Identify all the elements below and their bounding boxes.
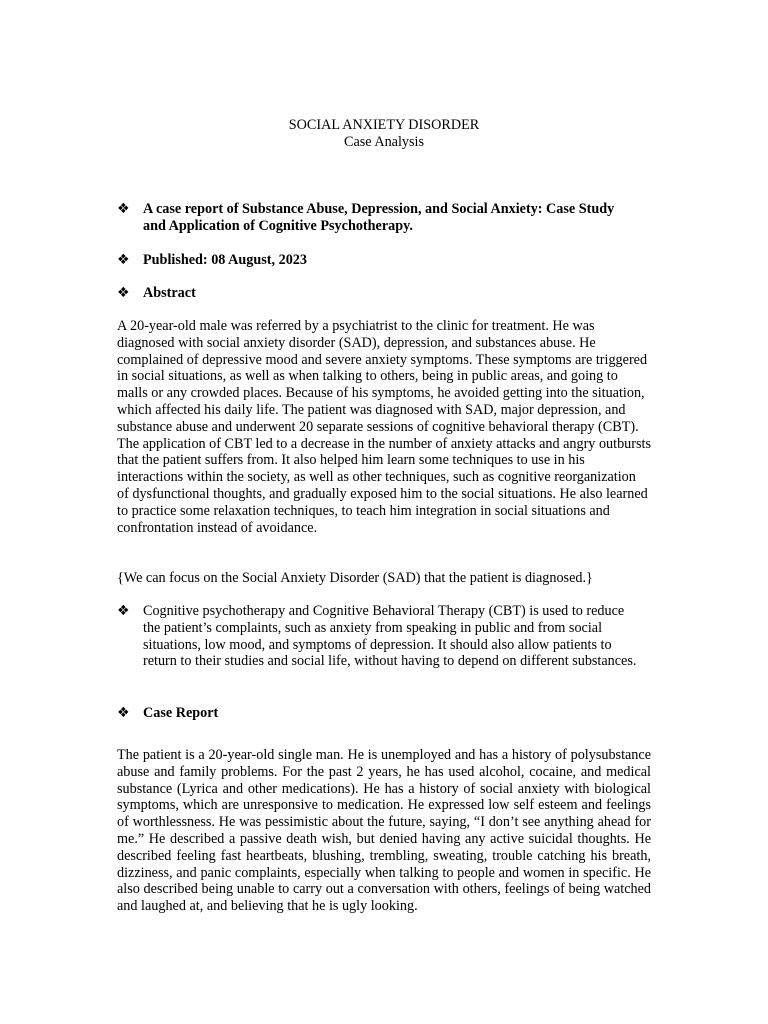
document-subtitle: Case Analysis [344, 134, 424, 150]
report-title: A case report of Substance Abuse, Depression, and Social Anxiety: Case Study and Application of Cognitive Psychotherapy. [143, 201, 615, 234]
bullet-diamond-outline-icon: ❖ [117, 705, 130, 721]
abstract-heading: Abstract [143, 285, 196, 301]
bullet-diamond-outline-icon: ❖ [117, 285, 130, 301]
abstract-paragraph: A 20-year-old male was referred by a psychiatrist to the clinic for treatment. He was diagnosed with social anxiety disorder (SAD), depression, and substances abuse. He complained of depressive mood and severe anxiety symptoms. These symptoms are triggered in social situations, as well as when talking to others, being in public areas, and going to malls or any crowded places. Because of his symptoms, he avoided getting into the situation, which affected his daily life. The patient was diagnosed with SAD, major depression, and substance abuse and underwent 20 separate sessions of cognitive behavioral therapy (CBT). The application of CBT led to a decrease in the number of anxiety attacks and angry outbursts that the patient suffers from. It also helped him learn some techniques to use in his interactions within the society, as well as other techniques, such as cognitive reorganization of dysfunctional thoughts, and gradually exposed him to the social situations. He also learned to practice some relaxation techniques, to teach him integration in social situations and confrontation instead of avoidance. [117, 318, 651, 536]
published-item [117, 252, 637, 269]
bullet-diamond-icon: ❖ [117, 252, 130, 268]
case-report-heading-item [117, 705, 637, 722]
focus-note: {We can focus on the Social Anxiety Disorder (SAD) that the patient is diagnosed.} [117, 570, 593, 586]
published-date: Published: 08 August, 2023 [143, 252, 307, 268]
report-title-item [117, 201, 637, 235]
case-report-paragraph: The patient is a 20-year-old single man. He is unemployed and has a history of polysubstance abuse and family problems. For the past 2 years, he has used alcohol, cocaine, and medical substance (Lyrica and other medications). He has a history of social anxiety with biological symptoms, which are unresponsive to medication. He expressed low self esteem and feelings of worthlessness. He was pessimistic about the future, saying, “I don’t see anything ahead for me.” He described a passive death wish, but denied having any active suicidal thoughts. He described feeling fast heartbeats, blushing, trembling, sweating, trouble catching his breath, dizziness, and panic complaints, especially when talking to people and women in specific. He also described being unable to carry out a conversation with others, feelings of being watched and laughed at, and believing that he is ugly looking. [117, 747, 651, 915]
case-report-heading: Case Report [143, 705, 219, 721]
bullet-diamond-outline-icon: ❖ [117, 603, 130, 619]
title-block [0, 117, 768, 151]
cbt-note: Cognitive psychotherapy and Cognitive Behavioral Therapy (CBT) is used to reduce the patient’s complaints, such as anxiety from speaking in public and from social situations, low mood, and symptoms of depression. It should also allow patients to return to their studies and social life, without having to depend on different substances. [143, 603, 637, 670]
document-title: SOCIAL ANXIETY DISORDER [288, 117, 480, 133]
abstract-heading-item [117, 285, 637, 302]
bullet-diamond-icon: ❖ [117, 201, 130, 217]
cbt-note-item [117, 603, 637, 670]
